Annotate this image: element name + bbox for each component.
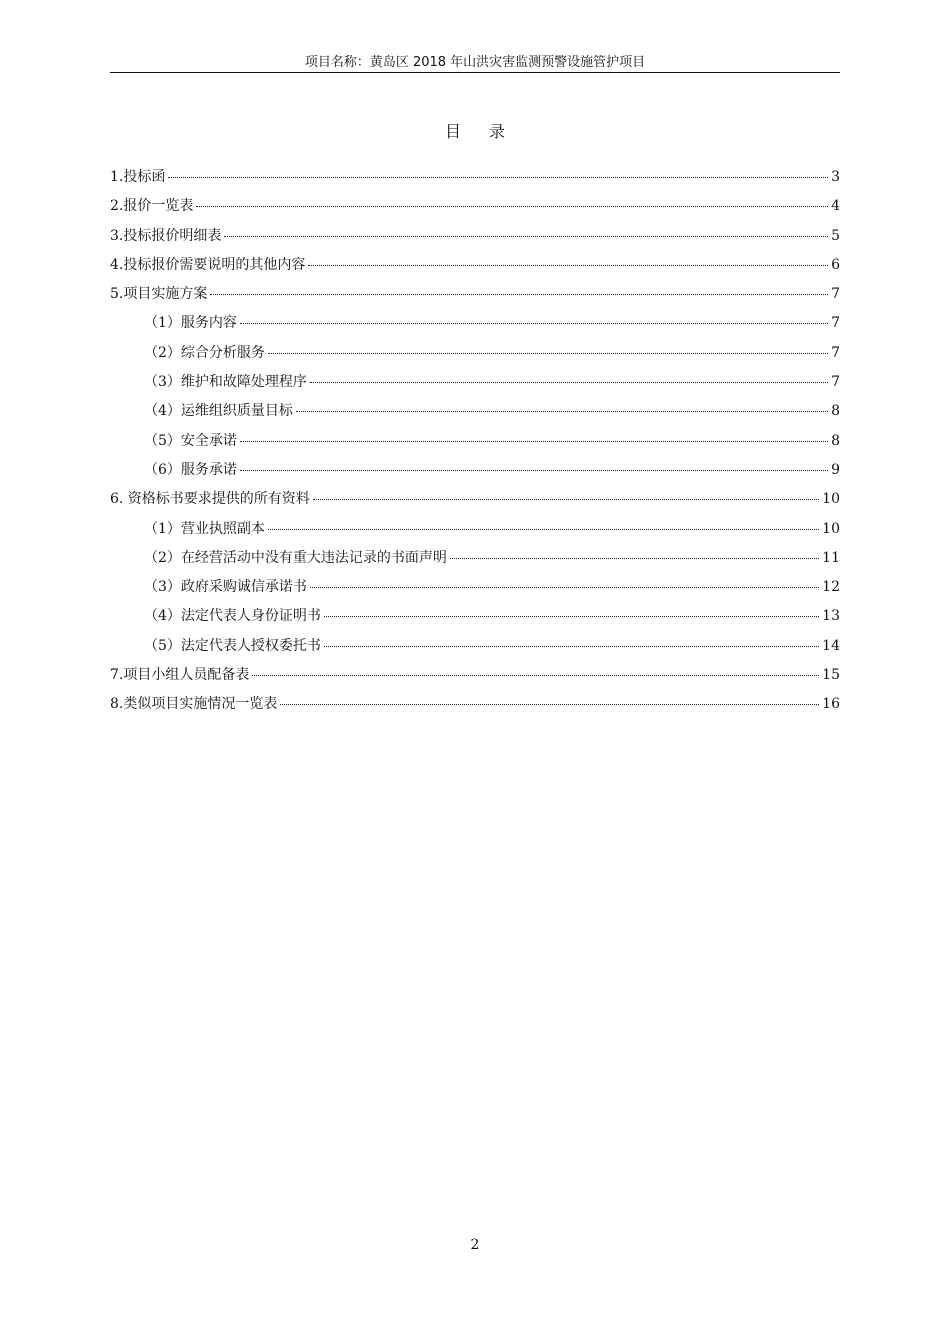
toc-entry-label: （2）综合分析服务 [144, 344, 265, 361]
toc-entry-label: 6. 资格标书要求提供的所有资料 [110, 491, 310, 508]
toc-entry-page: 6 [831, 256, 840, 273]
toc-entry[interactable] [110, 548, 840, 577]
toc-dot-leader [280, 704, 819, 705]
toc-entry-page: 14 [822, 637, 840, 654]
toc-dot-leader [268, 529, 819, 530]
toc-entry-label: （1）服务内容 [144, 315, 237, 332]
toc-entry-page: 10 [822, 520, 840, 537]
toc-dot-leader [210, 294, 828, 295]
toc-entry-label: 2.报价一览表 [110, 198, 194, 215]
toc-entry[interactable] [110, 401, 840, 430]
toc-entry-page: 10 [822, 491, 840, 508]
page-header-title: 项目名称：黄岛区 2018 年山洪灾害监测预警设施管护项目 [304, 55, 646, 70]
toc-dot-leader [240, 441, 828, 442]
toc-entry-label: （5）安全承诺 [144, 432, 237, 449]
toc-dot-leader [324, 646, 819, 647]
toc-dot-leader [324, 616, 819, 617]
toc-entry-page: 5 [831, 227, 840, 244]
toc-entry-page: 3 [831, 169, 840, 185]
toc-entry-label: （4）运维组织质量目标 [144, 403, 293, 420]
toc-entry-label: 8.类似项目实施情况一览表 [110, 696, 278, 713]
toc-entry-label: （4）法定代表人身份证明书 [144, 608, 321, 625]
toc-entry-page: 8 [831, 432, 840, 449]
page-number: 2 [470, 1237, 480, 1253]
toc-entry[interactable] [110, 167, 840, 196]
toc-entry[interactable] [110, 665, 840, 694]
toc-entry-page: 16 [822, 696, 840, 713]
toc-entry-label: （5）法定代表人授权委托书 [144, 637, 321, 654]
toc-entry-label: 7.项目小组人员配备表 [110, 667, 250, 684]
toc-dot-leader [168, 177, 828, 178]
toc-entry-label: 1.投标函 [110, 169, 166, 185]
toc-entry-page: 8 [831, 403, 840, 420]
toc-entry-page: 4 [831, 198, 840, 215]
toc-entry[interactable] [110, 431, 840, 460]
toc-entry[interactable] [110, 372, 840, 401]
toc-entry-page: 7 [831, 286, 840, 303]
toc-entry-page: 15 [822, 667, 840, 684]
toc-entry[interactable] [110, 606, 840, 635]
toc-dot-leader [313, 499, 819, 500]
toc-entry-label: 5.项目实施方案 [110, 286, 208, 303]
toc-dot-leader [268, 353, 828, 354]
toc-entry[interactable] [110, 460, 840, 489]
toc-list [110, 167, 840, 724]
toc-dot-leader [450, 558, 819, 559]
toc-dot-leader [310, 382, 828, 383]
toc-entry-page: 13 [822, 608, 840, 625]
toc-entry-label: （2）在经营活动中没有重大违法记录的书面声明 [144, 549, 447, 566]
toc-entry[interactable] [110, 343, 840, 372]
toc-entry[interactable] [110, 313, 840, 342]
toc-dot-leader [252, 675, 819, 676]
toc-dot-leader [196, 206, 828, 207]
toc-dot-leader [240, 323, 828, 324]
toc-entry-page: 11 [822, 549, 840, 566]
toc-entry-page: 12 [822, 579, 840, 596]
toc-entry[interactable] [110, 489, 840, 518]
toc-entry-page: 7 [831, 344, 840, 361]
toc-entry[interactable] [110, 255, 840, 284]
toc-dot-leader [308, 265, 828, 266]
toc-entry-label: 4.投标报价需要说明的其他内容 [110, 256, 306, 273]
toc-entry-label: （1）营业执照副本 [144, 520, 265, 537]
toc-entry-page: 7 [831, 374, 840, 391]
toc-entry[interactable] [110, 694, 840, 723]
toc-dot-leader [296, 411, 828, 412]
toc-dot-leader [224, 236, 828, 237]
toc-entry[interactable] [110, 196, 840, 225]
toc-entry[interactable] [110, 284, 840, 313]
toc-entry[interactable] [110, 577, 840, 606]
toc-dot-leader [240, 470, 828, 471]
toc-entry-label: （6）服务承诺 [144, 461, 237, 478]
toc-entry[interactable] [110, 226, 840, 255]
header-rule [110, 72, 840, 73]
toc-entry-page: 9 [831, 461, 840, 478]
toc-dot-leader [310, 587, 819, 588]
toc-entry-label: 3.投标报价明细表 [110, 227, 222, 244]
toc-entry-label: （3）维护和故障处理程序 [144, 374, 307, 391]
toc-entry[interactable] [110, 636, 840, 665]
toc-entry-page: 7 [831, 315, 840, 332]
toc-entry-label: （3）政府采购诚信承诺书 [144, 579, 307, 596]
toc-entry[interactable] [110, 519, 840, 548]
toc-title: 目录 [444, 122, 533, 141]
